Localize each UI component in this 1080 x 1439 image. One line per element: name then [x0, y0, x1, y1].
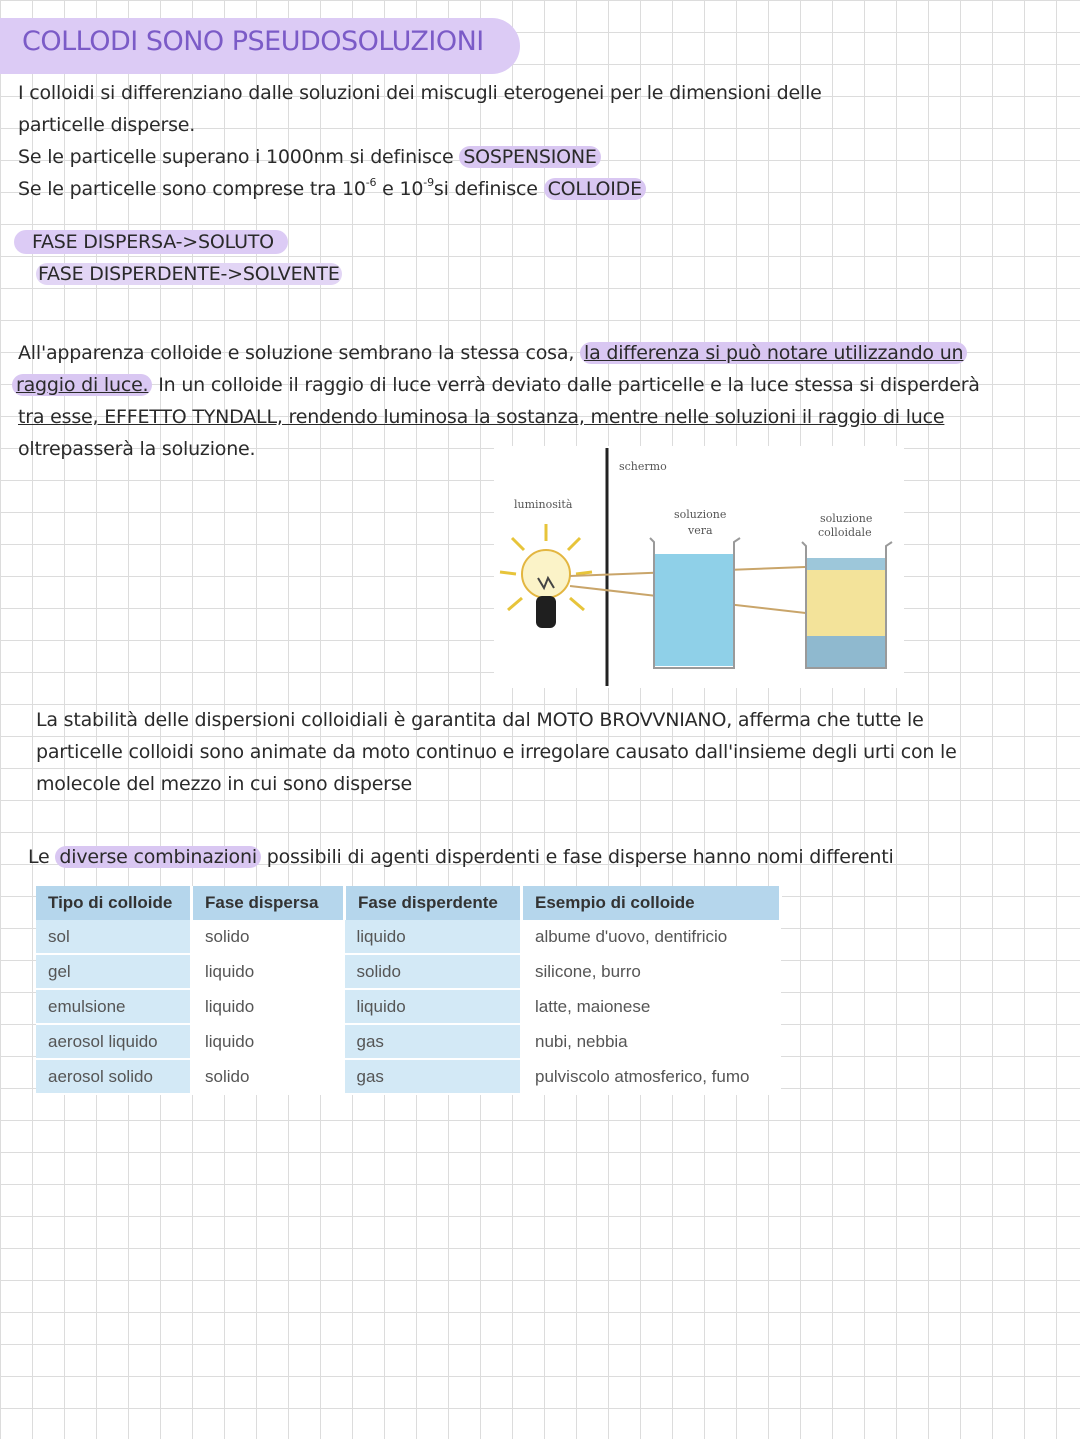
table-row: [36, 1059, 781, 1094]
cell-tipo: emulsione: [36, 989, 192, 1024]
cell-fase-disperdente: gas: [345, 1024, 522, 1059]
colloid-bottom-layer: [806, 636, 886, 668]
tyndall-line-1-text: All'apparenza colloide e soluzione sembrano la stessa cosa,: [18, 342, 580, 364]
phase-disperdente-label: FASE DISPERDENTE->SOLVENTE: [38, 263, 340, 285]
colloide-highlight: COLLOIDE: [544, 178, 646, 200]
colloid-table: [36, 886, 782, 1095]
cell-fase-dispersa: liquido: [192, 989, 345, 1024]
brownian-line-1: La stabilità delle dispersioni colloidiali è garantita dal MOTO BROVVNIANO, afferma che tutte le: [36, 709, 924, 731]
tyndall-line-4: oltrepasserà la soluzione.: [18, 438, 256, 460]
label-vera-1: soluzione: [674, 508, 727, 521]
tyndall-line-2: [12, 374, 980, 396]
cell-tipo: sol: [36, 920, 192, 954]
exponent-1: -6: [365, 176, 377, 189]
table-row: [36, 989, 781, 1024]
header-fase-dispersa: Fase dispersa: [192, 886, 345, 920]
label-luminosita: luminosità: [514, 498, 573, 511]
cell-fase-dispersa: liquido: [192, 1024, 345, 1059]
colloid-liquid: [806, 570, 886, 636]
header-tipo: Tipo di colloide: [36, 886, 192, 920]
cell-fase-dispersa: liquido: [192, 954, 345, 989]
cell-esempio: nubi, nebbia: [522, 1024, 781, 1059]
intro-line-4-a: Se le particelle sono comprese tra 10: [18, 178, 366, 200]
table-row: [36, 954, 781, 989]
cell-fase-disperdente: liquido: [345, 989, 522, 1024]
cell-esempio: albume d'uovo, dentifricio: [522, 920, 781, 954]
page-title: COLLODI SONO PSEUDOSOLUZIONI: [22, 26, 484, 57]
cell-fase-dispersa: solido: [192, 1059, 345, 1094]
intro-line-3: [18, 146, 601, 168]
combinations-line: [28, 846, 894, 868]
table-row: [36, 1024, 781, 1059]
combinations-pre: Le: [28, 846, 56, 868]
table-row: [36, 920, 781, 954]
intro-line-3-text: Se le particelle superano i 1000nm si definisce: [18, 146, 460, 168]
combinations-highlight: diverse combinazioni: [55, 846, 261, 868]
tyndall-illustration: [494, 446, 904, 688]
cell-fase-dispersa: solido: [192, 920, 345, 954]
phase-dispersa: [14, 231, 288, 253]
intro-line-4-c: si definisce: [433, 178, 544, 200]
exponent-2: -9: [423, 176, 434, 189]
bulb-glass: [522, 550, 570, 598]
true-solution-liquid: [654, 554, 734, 666]
tyndall-line-3: tra esse, EFFETTO TYNDALL, rendendo luminosa la sostanza, mentre nelle soluzioni il raggio di luce: [18, 406, 945, 428]
intro-line-4-b: e 10: [376, 178, 424, 200]
table-header-row: [36, 886, 781, 920]
combinations-post: possibili di agenti disperdenti e fase disperse hanno nomi differenti: [260, 846, 894, 868]
cell-fase-disperdente: liquido: [345, 920, 522, 954]
tyndall-highlight-1: la differenza si può notare utilizzando un: [580, 342, 967, 364]
intro-line-4: [18, 178, 646, 200]
cell-tipo: aerosol solido: [36, 1059, 192, 1094]
label-vera-2: vera: [688, 524, 713, 537]
label-schermo: schermo: [619, 460, 667, 473]
intro-line-1: I colloidi si differenziano dalle soluzioni dei miscugli eterogenei per le dimensioni delle: [18, 82, 822, 104]
cell-esempio: pulviscolo atmosferico, fumo: [522, 1059, 781, 1094]
tyndall-highlight-2: raggio di luce.: [12, 374, 152, 396]
header-fase-disperdente: Fase disperdente: [345, 886, 522, 920]
cell-tipo: gel: [36, 954, 192, 989]
cell-tipo: aerosol liquido: [36, 1024, 192, 1059]
colloid-top-layer: [806, 558, 886, 570]
brownian-line-2: particelle colloidi sono animate da moto continuo e irregolare causato dall'insieme degli urti con le: [36, 741, 957, 763]
sospensione-highlight: SOSPENSIONE: [459, 146, 600, 168]
header-esempio: Esempio di colloide: [522, 886, 781, 920]
cell-fase-disperdente: gas: [345, 1059, 522, 1094]
tyndall-line-2-text: In un colloide il raggio di luce verrà deviato dalle particelle e la luce stessa si disperderà: [152, 374, 980, 396]
label-coll-2: colloidale: [818, 526, 872, 539]
cell-esempio: latte, maionese: [522, 989, 781, 1024]
brownian-line-3: molecole del mezzo in cui sono disperse: [36, 773, 413, 795]
phase-dispersa-label: FASE DISPERSA->SOLUTO: [14, 230, 288, 254]
tyndall-line-1: [18, 342, 967, 364]
label-coll-1: soluzione: [820, 512, 873, 525]
bulb-base: [536, 596, 556, 628]
cell-fase-disperdente: solido: [345, 954, 522, 989]
tyndall-figure: [494, 446, 904, 688]
phase-disperdente: [36, 263, 342, 285]
intro-line-2: particelle disperse.: [18, 114, 196, 136]
cell-esempio: silicone, burro: [522, 954, 781, 989]
